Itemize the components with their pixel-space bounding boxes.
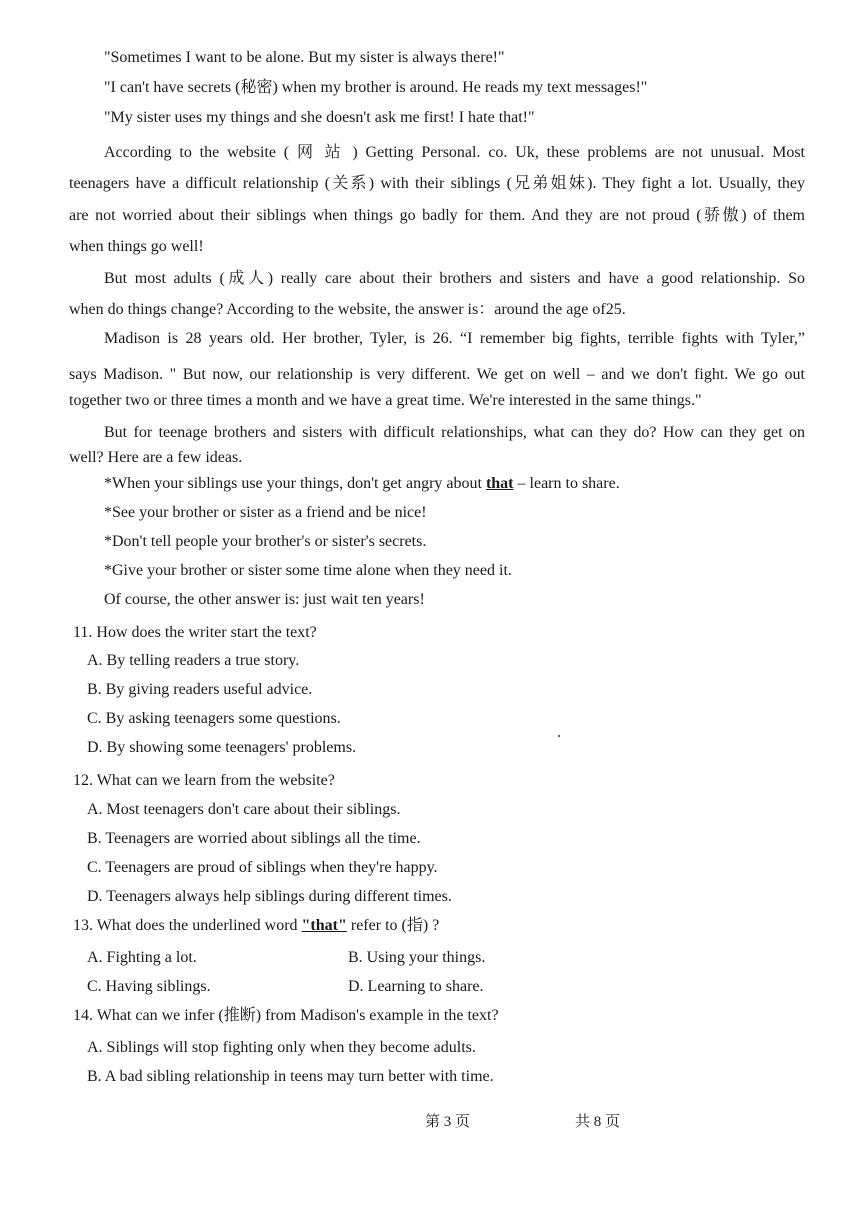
q13-stem-before: 13. What does the underlined word	[73, 917, 302, 934]
q11-option-a[interactable]: A. By telling readers a true story.	[87, 652, 300, 669]
q12-option-c[interactable]: C. Teenagers are proud of siblings when they're happy.	[87, 859, 438, 876]
page-number: 第 3 页	[425, 1114, 471, 1130]
tip-4: *Give your brother or sister some time alone when they need it.	[104, 562, 512, 579]
quote-2: "I can't have secrets (秘密) when my brother is around. He reads my text messages!"	[104, 79, 648, 96]
q12-option-a[interactable]: A. Most teenagers don't care about their siblings.	[87, 801, 401, 818]
para1-line-1: According to the website ( 网 站 ) Getting Personal. co. Uk, these problems are not unusual. Most	[104, 144, 805, 161]
underlined-word-that: that	[485, 475, 514, 492]
q13-stem-after: refer to (指) ?	[346, 917, 440, 934]
q12-option-b[interactable]: B. Teenagers are worried about siblings all the time.	[87, 830, 421, 847]
para2-line-2: when do things change? According to the website, the answer is：around the age of25.	[69, 301, 626, 318]
tip-3: *Don't tell people your brother's or sister's secrets.	[104, 533, 427, 550]
para2-line-1: But most adults (成人) really care about their brothers and sisters and have a good relationship. So	[104, 270, 805, 287]
q14-stem: 14. What can we infer (推断) from Madison's example in the text?	[73, 1007, 499, 1024]
para3-line-1: Madison is 28 years old. Her brother, Tyler, is 26. “I remember big fights, terrible fights with Tyler,”	[104, 330, 805, 347]
q13-underlined-that: "that"	[301, 917, 347, 934]
tip-1-after: – learn to share.	[513, 475, 620, 492]
para1-line-3: are not worried about their siblings when things go badly for them. And they are not proud (骄傲) of them	[69, 207, 805, 224]
para1-line-4: when things go well!	[69, 238, 204, 255]
q14-option-a[interactable]: A. Siblings will stop fighting only when they become adults.	[87, 1039, 476, 1056]
scan-speck	[558, 735, 560, 737]
tip-2: *See your brother or sister as a friend and be nice!	[104, 504, 427, 521]
q11-stem: 11. How does the writer start the text?	[73, 624, 317, 641]
q13-stem	[73, 916, 439, 936]
q11-option-d[interactable]: D. By showing some teenagers' problems.	[87, 739, 357, 756]
closing-line: Of course, the other answer is: just wait ten years!	[104, 591, 425, 608]
para3-line-2: says Madison. " But now, our relationship is very different. We get on well – and we don't fight. We go out	[69, 366, 805, 383]
q11-option-c[interactable]: C. By asking teenagers some questions.	[87, 710, 341, 727]
q11-option-b[interactable]: B. By giving readers useful advice.	[87, 681, 313, 698]
q14-option-b[interactable]: B. A bad sibling relationship in teens may turn better with time.	[87, 1068, 494, 1085]
q13-option-a[interactable]: A. Fighting a lot.	[87, 949, 197, 966]
quote-1: "Sometimes I want to be alone. But my sister is always there!"	[104, 49, 505, 66]
quote-3: "My sister uses my things and she doesn't ask me first! I hate that!"	[104, 109, 535, 126]
q13-option-d[interactable]: D. Learning to share.	[348, 978, 484, 995]
para4-line-2: well? Here are a few ideas.	[69, 449, 243, 466]
page-total: 共 8 页	[575, 1114, 621, 1130]
q12-option-d[interactable]: D. Teenagers always help siblings during different times.	[87, 888, 452, 905]
para1-line-2: teenagers have a difficult relationship (关系) with their siblings (兄弟姐妹). They fight a lot. Usually, they	[69, 175, 805, 192]
tip-1	[104, 474, 620, 494]
q12-stem: 12. What can we learn from the website?	[73, 772, 335, 789]
tip-1-before: *When your siblings use your things, don't get angry about	[104, 475, 486, 492]
q13-option-c[interactable]: C. Having siblings.	[87, 978, 211, 995]
q13-option-b[interactable]: B. Using your things.	[348, 949, 486, 966]
para4-line-1: But for teenage brothers and sisters with difficult relationships, what can they do? How can they get on	[104, 424, 805, 441]
para3-line-3: together two or three times a month and we have a great time. We're interested in the same things."	[69, 392, 702, 409]
